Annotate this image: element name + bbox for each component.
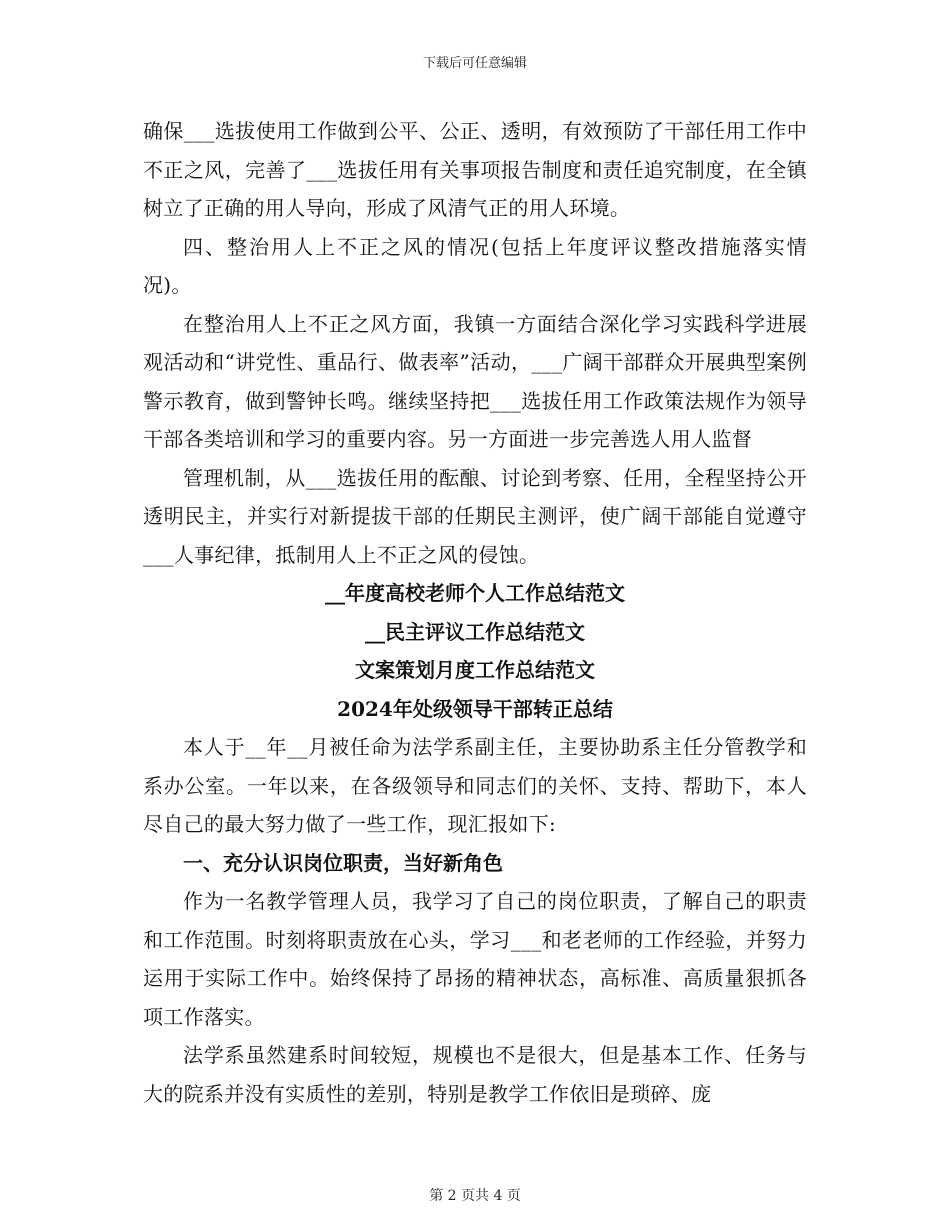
paragraph: 四、整治用人上不正之风的情况(包括上年度评议整改措施落实情况)。 (143, 234, 807, 297)
paragraph: 在整治用人上不正之风方面，我镇一方面结合深化学习实践科学进展观活动和“讲党性、重品行、做表率”活动，___广阔干部群众开展典型案例警示教育，做到警钟长鸣。继续坚持把___选拔任用工作政策法规作为领导干部各类培训和学习的重要内容。另一方面进一步完善选人用人监督 (143, 311, 807, 451)
page-footer: 第 2 页共 4 页 (429, 1188, 521, 1204)
paragraph: 确保___选拔使用工作做到公平、公正、透明，有效预防了干部任用工作中不正之风，完善了___选拔任用有关事项报告制度和责任追究制度，在全镇树立了正确的用人导向，形成了风清气正的用人环境。 (143, 119, 807, 220)
document-body (143, 112, 807, 1113)
section-title: 2024年处级领导干部转正总结 (337, 696, 613, 721)
paragraph: 管理机制，从___选拔任用的酝酿、讨论到考察、任用，全程坚持公开透明民主，并实行对新提拔干部的任期民主测评，使广阔干部能自觉遵守___人事纪律，抵制用人上不正之风的侵蚀。 (143, 465, 807, 567)
related-title-3[interactable]: 文案策划月度工作总结范文 (355, 658, 595, 682)
paragraph: 本人于__年__月被任命为法学系副主任，主要协助系主任分管教学和系办公室。一年以来，在各级领导和同志们的关怀、支持、帮助下，本人尽自己的最大努力做了一些工作，现汇报如下: (143, 735, 807, 836)
paragraph: 法学系虽然建系时间较短，规模也不是很大，但是基本工作、任务与大的院系并没有实质性的差别，特别是教学工作依旧是琐碎、庞 (143, 1043, 807, 1106)
related-title-2[interactable]: __民主评议工作总结范文 (365, 619, 585, 644)
section-heading: 一、充分认识岗位职责，当好新角色 (183, 850, 503, 875)
paragraph: 作为一名教学管理人员，我学习了自己的岗位职责，了解自己的职责和工作范围。时刻将职责放在心头，学习___和老老师的工作经验，并努力运用于实际工作中。始终保持了昂扬的精神状态，高标准、高质量狠抓各项工作落实。 (143, 889, 807, 1029)
page-header: 下载后可任意编辑 (422, 56, 527, 71)
related-title-1[interactable]: __年度高校老师个人工作总结范文 (325, 581, 625, 605)
